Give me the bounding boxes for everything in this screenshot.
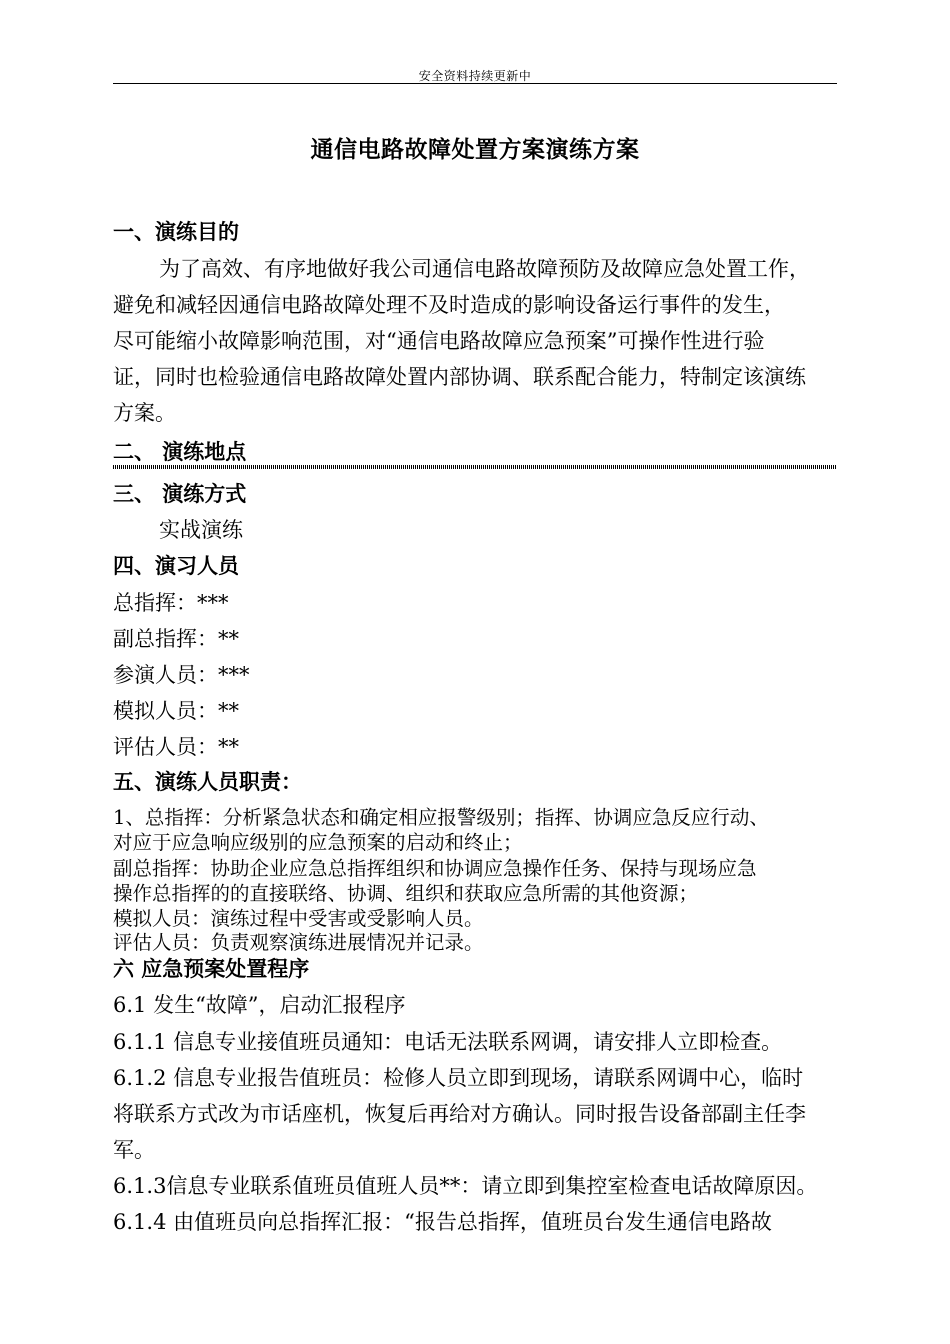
procedure-line: 6.1.2 信息专业报告值班员：检修人员立即到现场，请联系网调中心，临时 — [113, 1066, 804, 1090]
personnel-row: 副总指挥：** — [113, 627, 239, 651]
document-title: 通信电路故障处置方案演练方案 — [310, 137, 640, 163]
personnel-row: 模拟人员：** — [113, 699, 239, 723]
section-1-para-line: 证，同时也检验通信电路故障处置内部协调、联系配合能力，特制定该演练 — [113, 365, 806, 389]
section-1-para-line: 为了高效、有序地做好我公司通信电路故障预防及故障应急处置工作， — [159, 257, 810, 281]
page-header: 安全资料持续更新中 — [418, 69, 532, 83]
procedure-line: 军。 — [113, 1138, 155, 1162]
duty-line: 模拟人员：演练过程中受害或受影响人员。 — [113, 907, 484, 930]
section-3-body: 实战演练 — [159, 518, 243, 542]
personnel-row: 总指挥：*** — [113, 591, 229, 615]
duty-line: 操作总指挥的的直接联络、协调、组织和获取应急所需的其他资源； — [113, 882, 699, 905]
personnel-row: 参演人员：*** — [113, 663, 250, 687]
section-2-heading: 二、 演练地点 — [113, 440, 247, 464]
duty-line: 对应于应急响应级别的应急预案的启动和终止； — [113, 831, 523, 854]
procedure-line: 6.1 发生“故障”，启动汇报程序 — [113, 993, 406, 1017]
procedure-line: 6.1.4 由值班员向总指挥汇报：“报告总指挥，值班员台发生通信电路故 — [113, 1210, 772, 1234]
personnel-row: 评估人员：** — [113, 735, 239, 759]
section-6-heading: 六 应急预案处置程序 — [113, 957, 310, 981]
section-4-heading: 四、演习人员 — [113, 554, 239, 578]
duty-line: 评估人员：负责观察演练进展情况并记录。 — [113, 931, 484, 954]
procedure-line: 6.1.3信息专业联系值班员值班人员**：请立即到集控室检查电话故障原因。 — [113, 1174, 818, 1198]
header-rule — [113, 83, 837, 84]
dotted-divider — [113, 465, 837, 469]
duty-line: 1、总指挥：分析紧急状态和确定相应报警级别；指挥、协调应急反应行动、 — [113, 806, 769, 829]
duty-line: 副总指挥：协助企业应急总指挥组织和协调应急操作任务、保持与现场应急 — [113, 857, 757, 880]
section-5-heading: 五、演练人员职责： — [113, 770, 302, 794]
section-3-heading: 三、 演练方式 — [113, 482, 247, 506]
section-1-para-line: 尽可能缩小故障影响范围，对“通信电路故障应急预案”可操作性进行验 — [113, 329, 765, 353]
procedure-line: 将联系方式改为市话座机，恢复后再给对方确认。同时报告设备部副主任李 — [113, 1102, 806, 1126]
section-1-para-line: 方案。 — [113, 401, 176, 425]
section-1-heading: 一、演练目的 — [113, 220, 239, 244]
procedure-line: 6.1.1 信息专业接值班员通知：电话无法联系网调，请安排人立即检查。 — [113, 1030, 783, 1054]
section-1-para-line: 避免和减轻因通信电路故障处理不及时造成的影响设备运行事件的发生， — [113, 293, 785, 317]
